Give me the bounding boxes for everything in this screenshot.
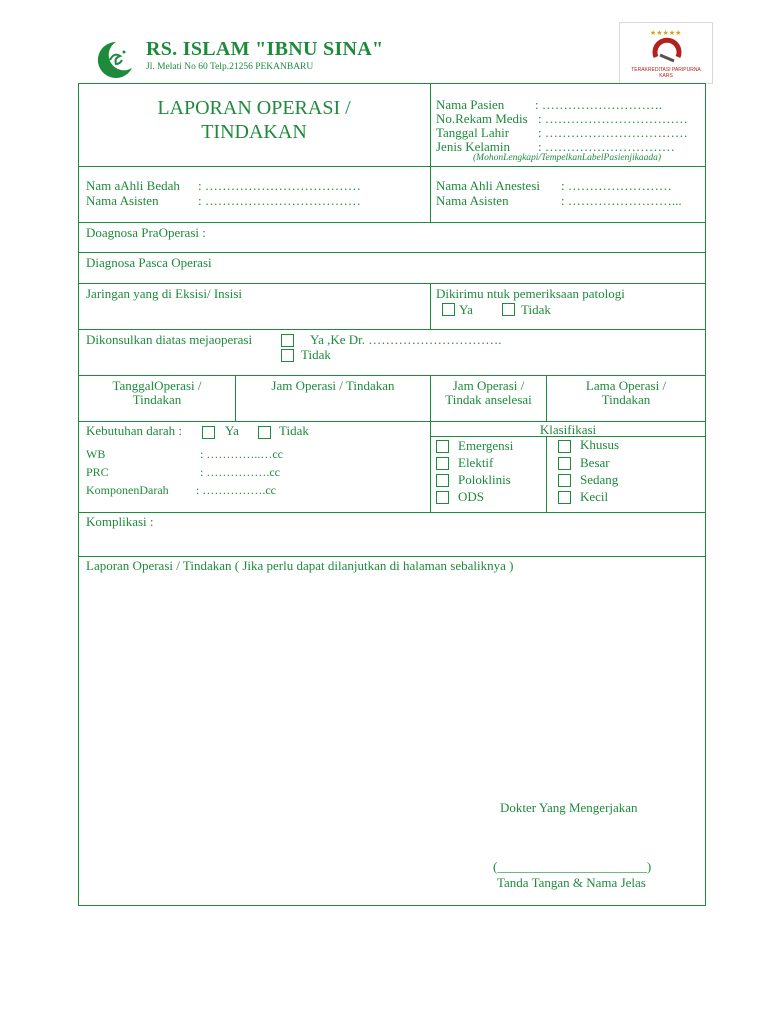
patient-label-note: (MohonLengkapi/TempelkanLabelPasienjikaada) — [473, 153, 662, 163]
hospital-logo-icon — [94, 38, 138, 82]
report-label: Laporan Operasi / Tindakan ( Jika perlu dapat dilanjutkan di halaman sebaliknya ) — [86, 558, 514, 573]
polyclinic-label: Poloklinis — [458, 472, 511, 487]
elective-label: Elektif — [458, 455, 494, 470]
ods-label: ODS — [458, 489, 485, 504]
consult-no-label: Tidak — [301, 347, 331, 362]
blood-need-label: Kebutuhan darah : — [86, 423, 183, 438]
medical-record-value[interactable]: : …………………………… — [538, 111, 688, 126]
accreditation-text: TERAKREDITASI PARIPURNA KARS — [631, 67, 701, 79]
consult-label: Dikonsulkan diatas mejaoperasi — [86, 332, 253, 347]
special-checkbox[interactable] — [558, 440, 571, 453]
pathology-yes-checkbox[interactable] — [442, 303, 455, 316]
blood-yes-label: Ya — [225, 423, 239, 438]
accreditation-logo-icon — [620, 25, 712, 69]
birth-date-value[interactable]: : …………………………… — [538, 125, 688, 140]
birth-date-label: Tanggal Lahir — [436, 125, 510, 140]
major-label: Besar — [580, 455, 610, 470]
anesthesia-assistant-value[interactable]: : ……………………... — [561, 193, 682, 208]
doctor-label: Dokter Yang Mengerjakan — [500, 800, 638, 815]
report-text-area[interactable] — [86, 579, 698, 779]
pathology-no-label: Tidak — [521, 302, 551, 317]
pathology-yes-label: Ya — [459, 302, 473, 317]
operation-report-form — [78, 83, 706, 906]
consult-no-checkbox[interactable] — [281, 349, 294, 362]
major-checkbox[interactable] — [558, 457, 571, 470]
pathology-label: Dikirimu ntuk pemeriksaan patologi — [436, 286, 625, 301]
post-op-diagnosis-label: Diagnosa Pasca Operasi — [86, 255, 212, 270]
patient-name-label: Nama Pasien — [436, 97, 505, 112]
gender-label: Jenis Kelamin — [436, 139, 511, 154]
wb-value[interactable]: : …………..…cc — [200, 447, 283, 461]
svg-text:★★★★★: ★★★★★ — [650, 29, 682, 37]
excised-tissue-label: Jaringan yang di Eksisi/ Insisi — [86, 286, 242, 301]
blood-no-label: Tidak — [279, 423, 309, 438]
medium-label: Sedang — [580, 472, 619, 487]
hospital-address: Jl. Melati No 60 Telp.21256 PEKANBARU — [146, 62, 314, 72]
prc-value[interactable]: : …………….cc — [200, 465, 280, 479]
operation-duration-header: Lama Operasi / Tindakan — [585, 378, 667, 407]
assistant-label: Nama Asisten — [86, 193, 159, 208]
surgeon-value[interactable]: : ……………………………… — [198, 178, 361, 193]
operation-start-header: Jam Operasi / Tindakan — [271, 378, 395, 393]
operation-date-header: TanggalOperasi / Tindakan — [112, 378, 202, 407]
ods-checkbox[interactable] — [436, 491, 449, 504]
minor-label: Kecil — [580, 489, 609, 504]
consult-yes-checkbox[interactable] — [281, 334, 294, 347]
surgeon-label: Nam aAhli Bedah — [86, 178, 180, 193]
signature-line[interactable]: (_______________________) — [493, 859, 652, 874]
prc-label: PRC — [86, 465, 109, 479]
hospital-name: RS. ISLAM "IBNU SINA" — [146, 38, 384, 60]
signature-name-label: Tanda Tangan & Nama Jelas — [497, 875, 646, 890]
special-label: Khusus — [580, 437, 620, 452]
blood-component-label: KomponenDarah — [86, 483, 169, 497]
form-title: LAPORAN OPERASI / TINDAKAN — [157, 97, 351, 143]
consult-yes-label: Ya ,Ke Dr. …………………………. — [310, 332, 502, 347]
assistant-value[interactable]: : ……………………………… — [198, 193, 361, 208]
medium-checkbox[interactable] — [558, 474, 571, 487]
minor-checkbox[interactable] — [558, 491, 571, 504]
blood-yes-checkbox[interactable] — [202, 426, 215, 439]
anesthetist-value[interactable]: : …………………… — [561, 178, 672, 193]
polyclinic-checkbox[interactable] — [436, 474, 449, 487]
blood-component-value[interactable]: : …………….cc — [196, 483, 276, 497]
medical-record-label: No.Rekam Medis — [436, 111, 528, 126]
wb-label: WB — [86, 447, 106, 461]
accreditation-badge — [619, 22, 713, 84]
anesthetist-label: Nama Ahli Anestesi — [436, 178, 540, 193]
gender-value[interactable]: : ………………………… — [538, 139, 675, 154]
blood-no-checkbox[interactable] — [258, 426, 271, 439]
pre-op-diagnosis-label: Doagnosa PraOperasi : — [86, 225, 206, 240]
classification-header: Klasifikasi — [539, 422, 597, 437]
operation-end-header: Jam Operasi / Tindak anselesai — [445, 378, 532, 407]
anesthesia-assistant-label: Nama Asisten — [436, 193, 509, 208]
emergency-label: Emergensi — [458, 438, 514, 453]
pathology-no-checkbox[interactable] — [502, 303, 515, 316]
emergency-checkbox[interactable] — [436, 440, 449, 453]
elective-checkbox[interactable] — [436, 457, 449, 470]
complications-label: Komplikasi : — [86, 514, 154, 529]
patient-name-value[interactable]: : ………………………. — [535, 97, 663, 112]
